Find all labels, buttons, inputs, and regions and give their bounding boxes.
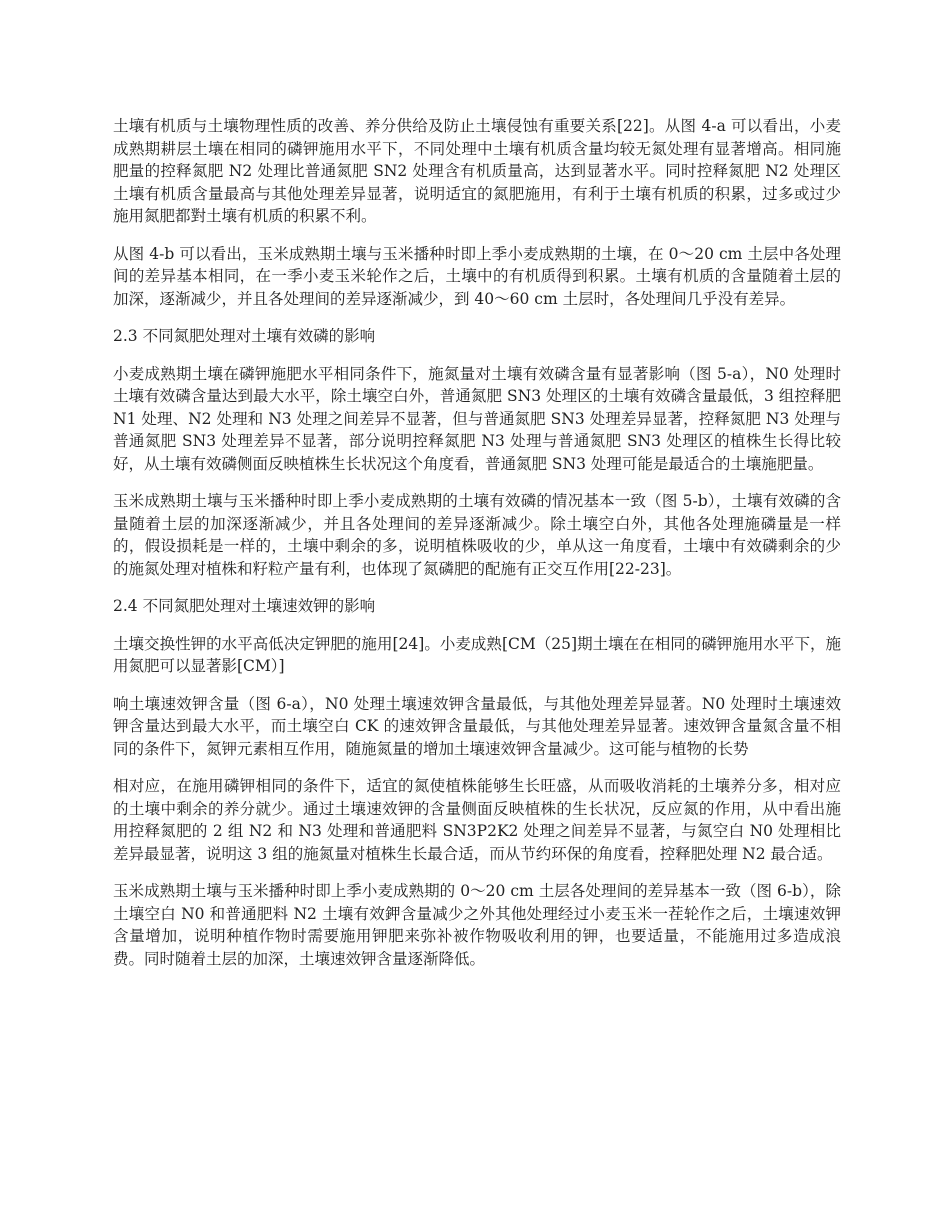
paragraph-phosphorus-wheat: 小麦成熟期土壤在磷钾施肥水平相同条件下，施氮量对土壤有效磷含量有显著影响（图 5-a），N0 处理时土壤有效磷含量达到最大水平，除土壤空白外，普通氮肥 SN3 处理区的土壤有效磷含量最低，3 组控释肥 N1 处理、N2 处理和 N3 处理之间差异不显著，但与普通氮肥 SN3 处理差异显著，控释氮肥 N3 处理与普通氮肥 SN3 处理差异不显著，部分说明控释氮肥 N3 处理与普通氮肥 SN3 处理区的植株生长得比较好，从土壤有效磷侧面反映植株生长状况这个角度看，普通氮肥 SN3 处理可能是最适合的土壤施肥量。 (113, 364, 841, 473)
paragraph-potassium-maize: 玉米成熟期土壤与玉米播种时即上季小麦成熟期的 0～20 cm 土层各处理间的差异基本一致（图 6-b），除土壤空白 N0 和普通肥料 N2 土壤有效鉀含量减少之外其他处理经过小麦玉米一茬轮作之后，土壤速效钾含量增加，说明种植作物时需要施用钾肥来弥补被作物吸收利用的钾，也要适量，不能施用过多造成浪费。同时随着土层的加深，土壤速效钾含量逐渐降低。 (113, 882, 841, 968)
paragraph-organic-matter-wheat: 土壤有机质与土壤物理性质的改善、养分供给及防止土壤侵蚀有重要关系[22]。从图 4-a 可以看出，小麦成熟期耕层土壤在相同的磷钾施用水平下，不同处理中土壤有机质含量均较无氮处理有显著增高。相同施肥量的控释氮肥 N2 处理比普通氮肥 SN2 处理含有机质量高，达到显著水平。同时控释氮肥 N2 处理区土壤有机质含量最高与其他处理差异显著，说明适宜的氮肥施用，有利于土壤有机质的积累，过多或过少施用氮肥都對土壤有机质的积累不利。 (113, 117, 841, 225)
document-body (113, 115, 841, 985)
section-heading-2-4: 2.4 不同氮肥处理对土壤速效钾的影响 (113, 597, 376, 615)
paragraph-potassium-intro: 土壤交换性钾的水平高低决定钾肥的施用[24]。小麦成熟[CM（25]期土壤在在相同的磷钾施用水平下，施用氮肥可以显著影[CM）] (113, 634, 841, 675)
paragraph-potassium-growth: 相对应，在施用磷钾相同的条件下，适宜的氮使植株能够生长旺盛，从而吸收消耗的土壤养分多，相对应的土壤中剩余的养分就少。通过土壤速效钾的含量侧面反映植株的生长状况，反应氮的作用，从中看出施用控释氮肥的 2 组 N2 和 N3 处理和普通肥料 SN3P2K2 处理之间差异不显著，与氮空白 N0 处理相比差异最显著，说明这 3 组的施氮量对植株生长最合适，而从节约环保的角度看，控释肥处理 N2 最合适。 (113, 777, 841, 863)
paragraph-potassium-wheat: 响土壤速效钾含量（图 6-a），N0 处理土壤速效钾含量最低，与其他处理差异显著。N0 处理时土壤速效钾含量达到最大水平，而土壤空白 CK 的速效钾含量最低，与其他处理差异显著。速效钾含量氮含量不相同的条件下，氮钾元素相互作用，随施氮量的增加土壤速效钾含量减少。这可能与植物的长势 (113, 694, 841, 758)
section-heading-2-3: 2.3 不同氮肥处理对土壤有效磷的影响 (113, 327, 376, 345)
paragraph-phosphorus-maize: 玉米成熟期土壤与玉米播种时即上季小麦成熟期的土壤有效磷的情况基本一致（图 5-b），土壤有效磷的含量随着土层的加深逐渐减少，并且各处理间的差异逐渐减少。除土壤空白外，其他各处理施磷量是一样的，假设损耗是一样的，土壤中剩余的多，说明植株吸收的少，单从这一角度看，土壤中有效磷剩余的少的施氮处理对植株和籽粒产量有利，也体现了氮磷肥的配施有正交互作用[22-23]。 (113, 492, 841, 578)
paragraph-organic-matter-maize: 从图 4-b 可以看出，玉米成熟期土壤与玉米播种时即上季小麦成熟期的土壤，在 0～20 cm 土层中各处理间的差异基本相同，在一季小麦玉米轮作之后，土壤中的有机质得到积累。土壤有机质的含量随着土层的加深，逐渐减少，并且各处理间的差异逐渐减少，到 40～60 cm 土层时，各处理间几乎没有差异。 (113, 244, 841, 308)
